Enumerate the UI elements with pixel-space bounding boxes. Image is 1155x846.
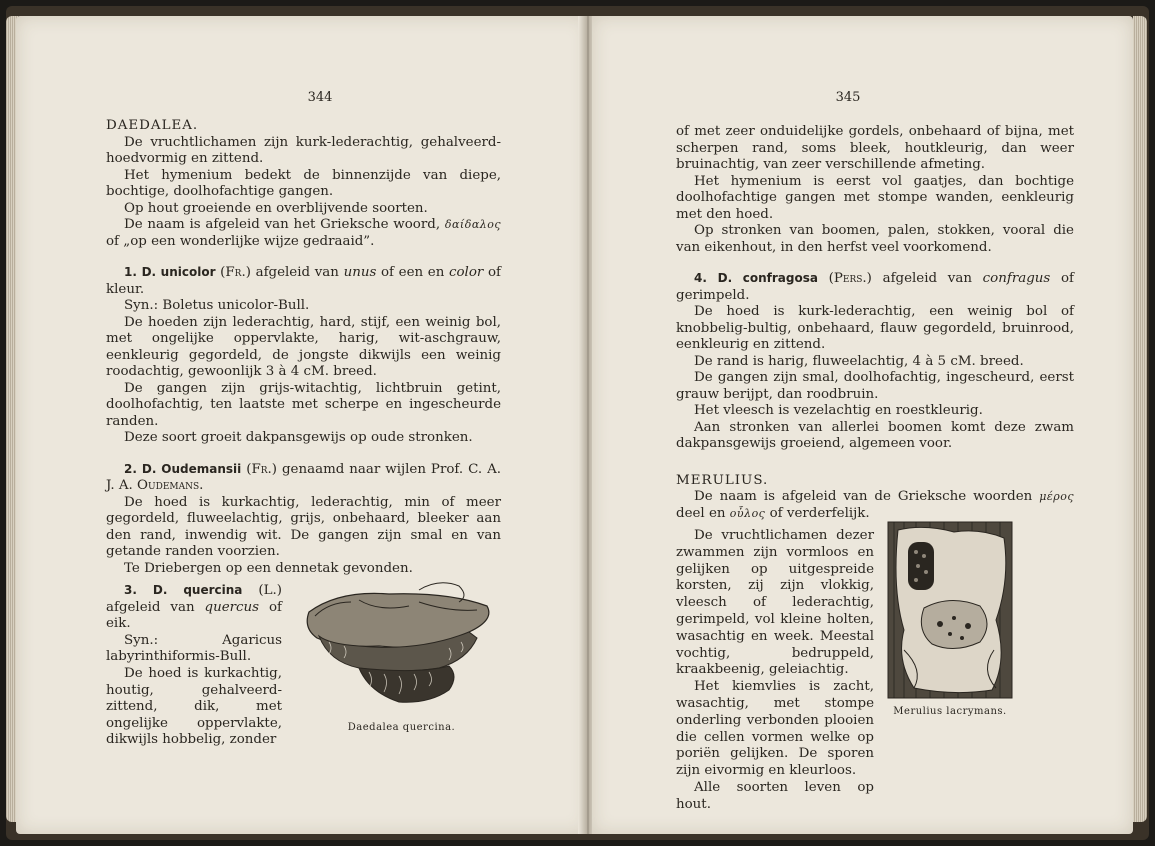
intro-paragraph: Op hout groeiende en overblijvende soorten. bbox=[124, 200, 428, 216]
synonym: Syn.: Agaricus labyrinthiformis-Bull. bbox=[106, 632, 282, 665]
greek-word: δαίδαλος bbox=[444, 218, 501, 231]
greek-word: μέρος bbox=[1039, 490, 1074, 503]
species-author: L. bbox=[263, 583, 277, 598]
naming-text: of verderfelijk. bbox=[769, 505, 870, 521]
daedalea-quercina-illustration bbox=[299, 572, 504, 732]
description-paragraph: De hoed is kurk-lederachtig, een weinig bol of knobbelig-bultig, onbehaard, flauw gegordeld, bruinrood, eenkleurig en zittend. bbox=[676, 304, 1074, 352]
naming-paragraph bbox=[106, 217, 501, 250]
species-number: 4. bbox=[694, 271, 707, 285]
right-page bbox=[592, 16, 1133, 834]
species-name: D. unicolor bbox=[141, 265, 216, 279]
species-number: 2. bbox=[124, 461, 137, 476]
description-paragraph: De vruchtlichamen dezer zwammen zijn vormloos en gelijken op uitgespreide korsten, zij zijn vlokkig, vleesch of lederachtig, gerimpeld, vol kleine holten, wasachtig en week. Meestal vochtig, bedruppeld, kraakbeenig, geleiachtig. bbox=[676, 528, 874, 678]
species-name: D. confragosa bbox=[717, 271, 818, 285]
etymology-text: afgeleid van bbox=[882, 271, 972, 286]
species-number: 1. bbox=[124, 265, 137, 279]
species-entry: 4. D. confragosa (Pers.) afgeleid van confragus of gerimpeld. bbox=[676, 271, 1075, 303]
description-paragraph: Op stronken van boomen, palen, stokken, vooral die van eikenhout, in den herfst veel voorkomend. bbox=[676, 223, 1074, 255]
description-paragraph: De rand is harig, fluweelachtig, 4 à 5 cM. breed. bbox=[694, 353, 1024, 369]
description-paragraph: De hoeden zijn lederachtig, hard, stijf, een weinig bol, met ongelijke oppervlakte, harig, wit-aschgrauw, eenkleurig gegordeld, de jongste dikwijls een weinig roodachtig, gewoonlijk 3 à 4 cM. breed. bbox=[106, 314, 501, 379]
etymology-text: afgeleid van bbox=[106, 599, 195, 615]
intro-paragraph: Het hymenium bedekt de binnenzijde van diepe, bochtige, doolhofachtige gangen. bbox=[106, 167, 501, 199]
left-text-column-narrow bbox=[106, 582, 282, 749]
section-heading: MERULIUS. bbox=[676, 472, 769, 488]
etymology-text: genaamd naar wijlen Prof. C. A. J. A. bbox=[106, 461, 502, 493]
description-paragraph: De hoed is kurkachtig, lederachtig, min of meer gegordeld, fluweelachtig, grijs, onbehaard, bleeker aan den rand, inwendig wit. De gangen zijn smal en van getande randen voorzien. bbox=[106, 494, 501, 559]
fungus-drawing-icon bbox=[884, 520, 1016, 700]
figure-caption: Merulius lacrymans. bbox=[893, 706, 1007, 717]
species-author: Fr. bbox=[251, 461, 272, 477]
description-paragraph: Het kiemvlies is zacht, wasachtig, met stompe onderling verbonden plooien die cellen vormen welke op poriën gelijken. De sporen zijn eivormig en kleurloos. bbox=[676, 679, 874, 779]
fungus-drawing-icon bbox=[299, 572, 504, 714]
synonym: Syn.: Boletus unicolor-Bull. bbox=[124, 298, 310, 313]
description-paragraph: Deze soort groeit dakpansgewijs op oude stronken. bbox=[124, 430, 473, 445]
merulius-lacrymans-illustration bbox=[884, 520, 1016, 720]
latin-word: color bbox=[448, 265, 484, 280]
etymology-text: of een en bbox=[380, 265, 445, 280]
description-paragraph: Aan stronken van allerlei boomen komt deze zwam dakpansgewijs groeiend, algemeen voor. bbox=[676, 419, 1074, 451]
species-name: D. Oudemansii bbox=[141, 461, 242, 476]
naming-text: deel en bbox=[676, 505, 726, 521]
description-paragraph: De gangen zijn smal, doolhofachtig, ingescheurd, eerst grauw berijpt, dan roodbruin. bbox=[676, 370, 1074, 402]
naming-text: De naam is afgeleid van de Grieksche woorden bbox=[694, 489, 1033, 504]
description-paragraph: Het hymenium is eerst vol gaatjes, dan bochtige doolhofachtige gangen met stompe wanden, eenkleurig met den hoed. bbox=[676, 173, 1074, 222]
latin-word: confragus bbox=[982, 271, 1051, 286]
figure-caption: Daedalea quercina. bbox=[347, 722, 456, 733]
naming-paragraph bbox=[676, 489, 1074, 522]
description-paragraph: De gangen zijn grijs-witachtig, lichtbruin getint, doolhofachtig, ten laatste met scherpe en ingescheurde randen. bbox=[106, 380, 501, 429]
greek-word: οὖλος bbox=[729, 506, 766, 520]
section-heading: DAEDALEA. bbox=[106, 118, 199, 133]
species-number: 3. bbox=[124, 583, 137, 597]
etymology-text: afgeleid van bbox=[255, 265, 339, 280]
naming-text: of „op een wonderlijke wijze gedraaid”. bbox=[106, 233, 375, 249]
species-author: Pers. bbox=[833, 271, 867, 286]
etymology-text: of eik. bbox=[106, 599, 282, 632]
intro-paragraph: De vruchtlichamen zijn kurk-lederachtig, gehalveerd-hoedvormig en zittend. bbox=[106, 134, 501, 166]
etymology-text: of gerimpeld. bbox=[676, 271, 1075, 303]
latin-word: quercus bbox=[204, 599, 260, 615]
right-text-column-narrow bbox=[676, 528, 874, 814]
left-text-column bbox=[106, 118, 501, 577]
page-edges-right bbox=[1133, 16, 1147, 822]
right-text-column bbox=[676, 124, 1074, 522]
left-page bbox=[16, 16, 588, 834]
description-paragraph: Alle soorten leven op hout. bbox=[676, 779, 874, 812]
species-entry: 3. D. quercina (L.) afgeleid van quercus of eik. bbox=[106, 583, 282, 632]
description-paragraph: De hoed is kurkachtig, houtig, gehalveerd-zittend, dik, met ongelijke oppervlakte, dikwijls hobbelig, zonder bbox=[106, 665, 282, 748]
page-number: 345 bbox=[835, 90, 861, 105]
page-number: 344 bbox=[307, 90, 333, 105]
species-entry: 2. D. Oudemansii (Fr.) genaamd naar wijlen Prof. C. A. J. A. Oudemans. bbox=[106, 461, 502, 493]
description-paragraph: Te Driebergen op een dennetak gevonden. bbox=[124, 560, 413, 576]
latin-word: unus bbox=[343, 265, 377, 280]
naming-text: De naam is afgeleid van het Grieksche woord, bbox=[124, 217, 441, 232]
species-name: D. quercina bbox=[152, 583, 243, 597]
species-author: Fr. bbox=[225, 265, 246, 280]
description-paragraph: Het vleesch is vezelachtig en roestkleurig. bbox=[694, 403, 983, 418]
species-entry: 1. D. unicolor (Fr.) afgeleid van unus of een en color of kleur. bbox=[106, 265, 501, 297]
continued-paragraph: of met zeer onduidelijke gordels, onbehaard of bijna, met scherpen rand, soms bleek, houtkleurig, dan weer bruinachtig, van zeer verschillende afmeting. bbox=[676, 124, 1074, 172]
etymology-text: of kleur. bbox=[106, 265, 501, 297]
honoree-name: Oudemans bbox=[137, 478, 200, 493]
